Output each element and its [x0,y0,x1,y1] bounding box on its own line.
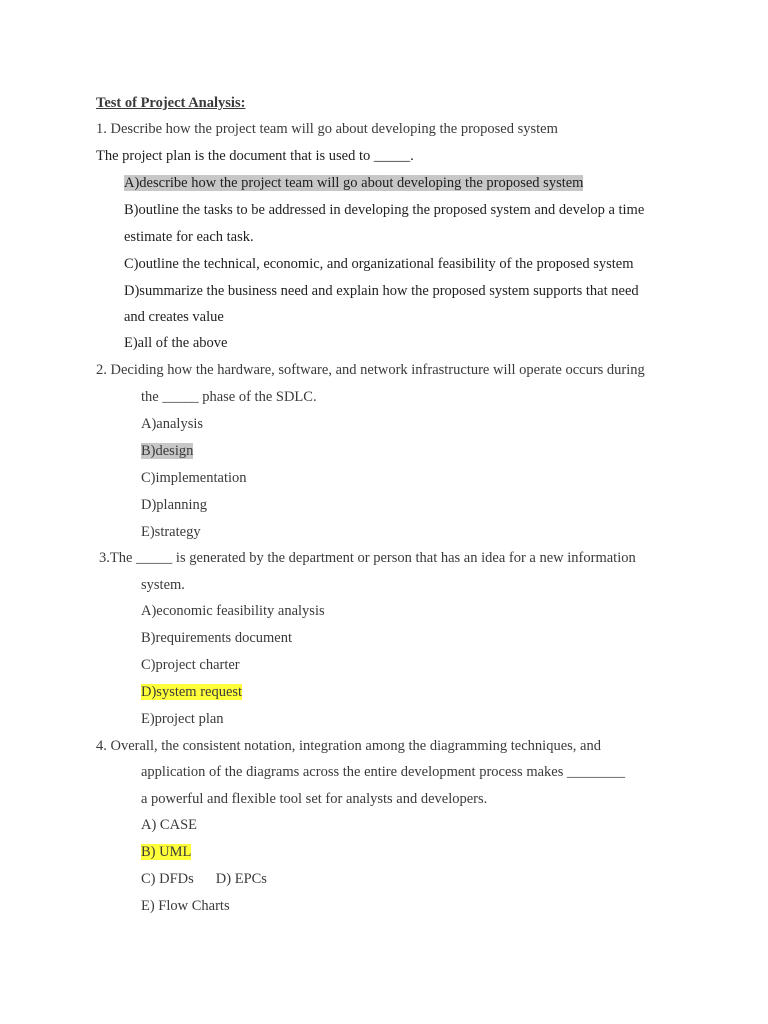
question-1-option-b: B)outline the tasks to be addressed in developing the proposed system and develop a time [124,202,645,218]
question-4-prompt: 4. Overall, the consistent notation, integration among the diagramming techniques, and [96,738,601,754]
question-3-prompt: 3.The _____ is generated by the department or person that has an idea for a new information [99,550,636,566]
question-2-option-c: C)implementation [141,470,247,486]
document-title: Test of Project Analysis: [96,95,246,111]
question-2-prompt-continued: the _____ phase of the SDLC. [141,389,317,405]
question-1-option-b-continued: estimate for each task. [124,229,254,245]
question-2-option-b [141,442,193,460]
question-2-option-d: D)planning [141,497,208,513]
question-1-option-a-text: A)describe how the project team will go about developing the proposed system [124,175,584,191]
question-3-option-c: C)project charter [141,657,240,673]
question-3-option-d [141,683,242,701]
question-4-prompt-continued: application of the diagrams across the entire development process makes ________ [141,764,625,780]
question-1-option-d-continued: and creates value [124,309,224,325]
question-4-prompt-end: a powerful and flexible tool set for analysts and developers. [141,791,488,807]
question-1-option-d: D)summarize the business need and explain how the proposed system supports that need [124,283,639,299]
question-4-option-c: C) DFDs [141,871,194,887]
question-2-option-b-text: B)design [141,443,194,459]
question-3-option-a: A)economic feasibility analysis [141,603,325,619]
question-4-options-c-d [141,870,267,888]
question-1-option-e: E)all of the above [124,335,228,351]
question-3-option-e: E)project plan [141,711,224,727]
question-1-option-a [124,174,583,192]
question-1-stem: The project plan is the document that is used to _____. [96,148,414,164]
question-4-option-b [141,843,191,861]
question-3-prompt-continued: system. [141,577,185,593]
question-4-option-e: E) Flow Charts [141,898,230,914]
question-3-option-b: B)requirements document [141,630,292,646]
question-3-option-d-text: D)system request [141,684,243,700]
question-1-prompt: 1. Describe how the project team will go about developing the proposed system [96,121,558,137]
question-1-option-c: C)outline the technical, economic, and organizational feasibility of the proposed system [124,256,634,272]
question-4-option-a: A) CASE [141,817,197,833]
question-2-option-e: E)strategy [141,524,201,540]
question-2-prompt: 2. Deciding how the hardware, software, and network infrastructure will operate occurs during [96,362,645,378]
question-2-option-a: A)analysis [141,416,204,432]
question-4-option-b-text: B) UML [141,844,192,860]
question-4-option-d: D) EPCs [215,871,267,887]
